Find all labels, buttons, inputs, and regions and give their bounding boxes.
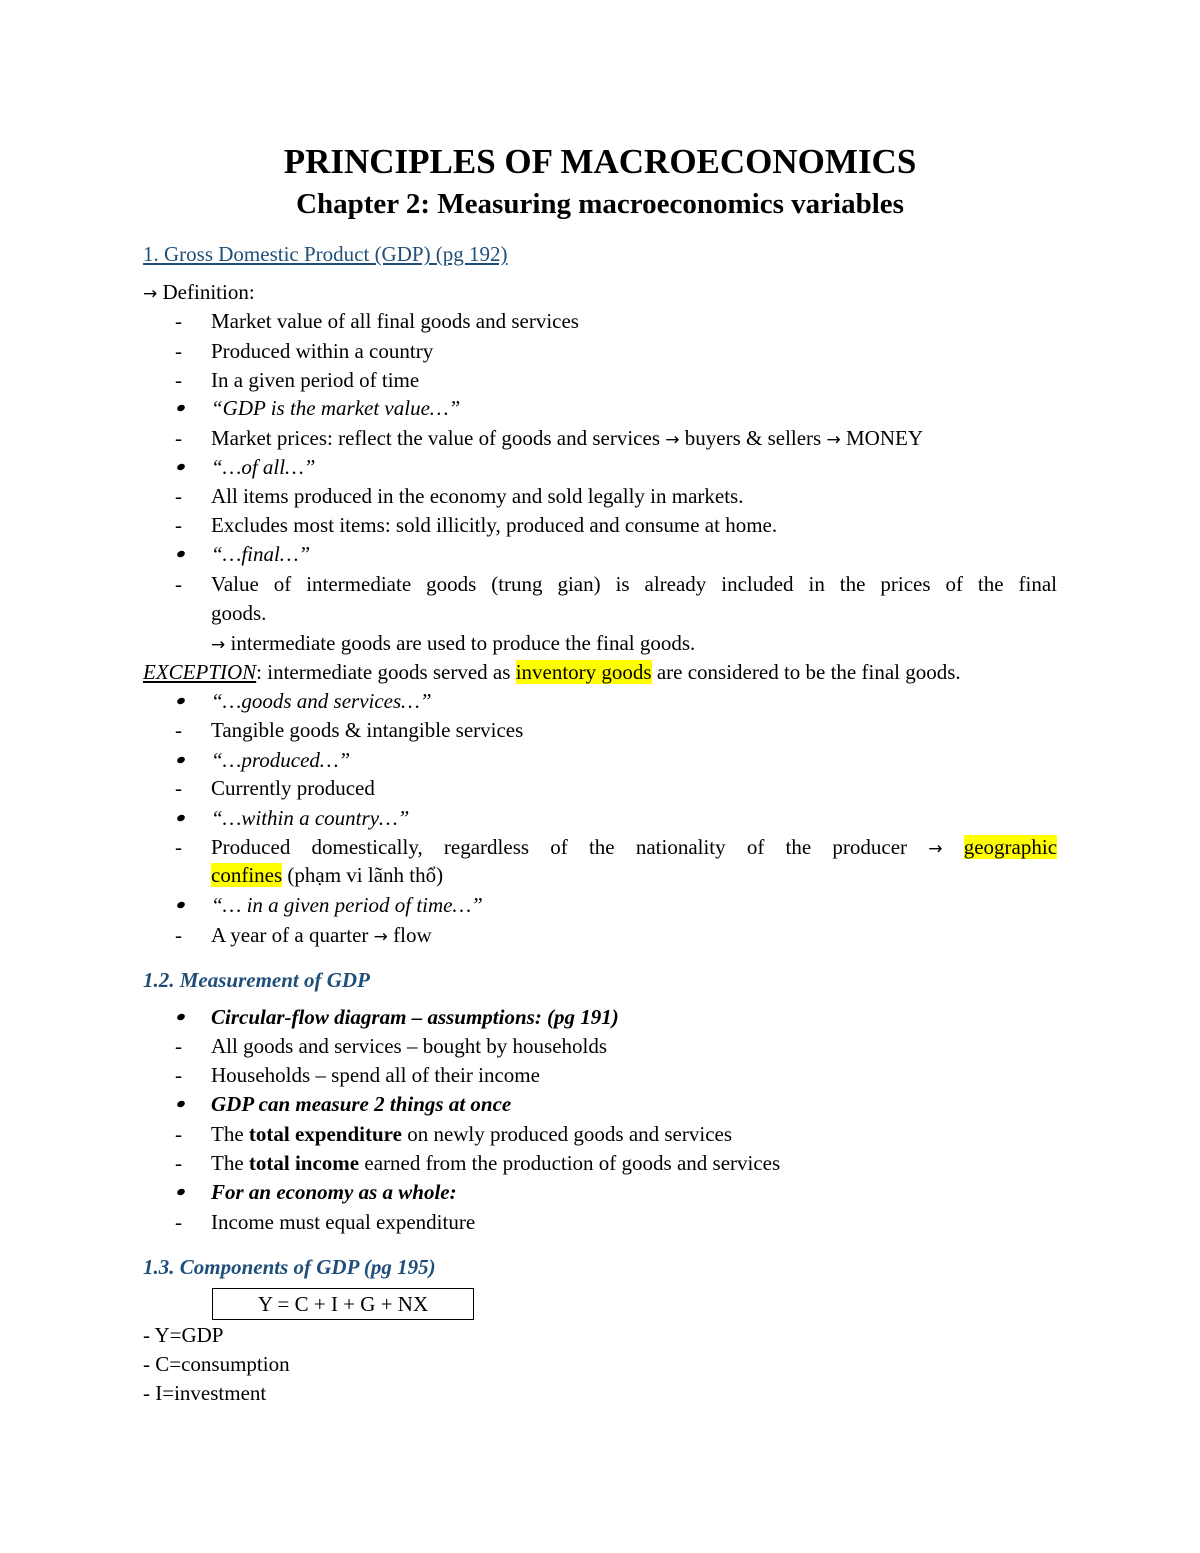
- list-item: [211, 833, 1057, 863]
- bullet-icon: [176, 901, 186, 910]
- bullet-icon: [176, 1013, 186, 1022]
- arrow-icon: →: [826, 430, 841, 450]
- exception-label: EXCEPTION: [143, 660, 257, 684]
- dash-marker: -: [175, 1210, 182, 1234]
- text-part: buyers & sellers: [679, 426, 827, 450]
- bullet-quote: “…within a country…”: [211, 806, 410, 830]
- bullet-icon: [176, 1100, 186, 1109]
- section-heading-gdp: 1. Gross Domestic Product (GDP) (pg 192): [143, 242, 508, 266]
- dash-marker: -: [175, 718, 182, 742]
- dash-marker: -: [175, 513, 182, 537]
- bullet-heading: Circular-flow diagram – assumptions: (pg 191): [211, 1005, 619, 1029]
- bullet-icon: [176, 814, 186, 823]
- bullet-quote: “…goods and services…”: [211, 689, 432, 713]
- list-item: All goods and services – bought by households: [211, 1034, 608, 1058]
- list-item: - C=consumption: [143, 1352, 290, 1376]
- arrow-icon: →: [928, 839, 943, 859]
- text-part: flow: [387, 923, 432, 947]
- bullet-quote: “GDP is the market value…”: [211, 396, 461, 420]
- text-part: Market prices: reflect the value of goods and services: [211, 426, 666, 450]
- dash-marker: -: [175, 572, 182, 596]
- dash-marker: -: [175, 1034, 182, 1058]
- bullet-quote: “…produced…”: [211, 748, 351, 772]
- text-part: (phạm vi lãnh thổ): [282, 863, 444, 887]
- exception-line: [143, 658, 961, 686]
- arrow-icon: →: [373, 927, 388, 947]
- bold-text: total income: [248, 1151, 360, 1175]
- text-part: Produced domestically, regardless of the nationality of the producer: [211, 835, 929, 859]
- list-item: [211, 424, 923, 454]
- dash-marker: -: [175, 339, 182, 363]
- dash-marker: -: [175, 776, 182, 800]
- text-part: The: [211, 1151, 249, 1175]
- chapter-subtitle: Chapter 2: Measuring macroeconomics variables: [296, 188, 904, 220]
- dash-marker: -: [175, 923, 182, 947]
- list-item: Produced within a country: [211, 339, 434, 363]
- text-part: : intermediate goods served as: [256, 660, 516, 684]
- arrow-icon: →: [143, 284, 158, 304]
- bullet-icon: [176, 463, 186, 472]
- document-title: PRINCIPLES OF MACROECONOMICS: [283, 142, 917, 181]
- section-heading-measurement: 1.2. Measurement of GDP: [143, 968, 370, 992]
- highlighted-text: geographic: [963, 835, 1058, 859]
- text-part: The: [211, 1122, 249, 1146]
- list-item: Households – spend all of their income: [211, 1063, 540, 1087]
- section-heading-components: 1.3. Components of GDP (pg 195): [143, 1255, 436, 1279]
- list-item: Value of intermediate goods (trung gian) is already included in the prices of the final: [211, 572, 1057, 596]
- arrow-icon: →: [665, 430, 680, 450]
- definition-label: Definition:: [162, 280, 255, 304]
- bullet-icon: [176, 756, 186, 765]
- list-item: Tangible goods & intangible services: [211, 718, 524, 742]
- arrow-icon: →: [211, 635, 226, 655]
- bold-text: total expenditure: [248, 1122, 402, 1146]
- bullet-quote: “…of all…”: [211, 455, 316, 479]
- bullet-quote: “…final…”: [211, 542, 311, 566]
- list-item: Excludes most items: sold illicitly, produced and consume at home.: [211, 513, 778, 537]
- text-part: are considered to be the final goods.: [651, 660, 961, 684]
- list-item: Income must equal expenditure: [211, 1210, 476, 1234]
- dash-marker: -: [175, 1063, 182, 1087]
- dash-marker: -: [175, 368, 182, 392]
- highlighted-text: inventory goods: [515, 660, 652, 684]
- bullet-icon: [176, 1188, 186, 1197]
- list-item: Currently produced: [211, 776, 375, 800]
- list-item-continuation: goods.: [211, 601, 267, 625]
- dash-marker: -: [175, 309, 182, 333]
- bullet-quote: “… in a given period of time…”: [211, 893, 483, 917]
- text-part: earned from the production of goods and services: [359, 1151, 781, 1175]
- list-item: - Y=GDP: [143, 1323, 224, 1347]
- bullet-heading: GDP can measure 2 things at once: [211, 1092, 512, 1116]
- bullet-icon: [176, 550, 186, 559]
- text-part: MONEY: [840, 426, 923, 450]
- list-item: Market value of all final goods and services: [211, 309, 579, 333]
- highlighted-text: confines: [211, 863, 283, 887]
- list-item: [211, 921, 432, 951]
- gdp-formula-box: Y = C + I + G + NX: [212, 1288, 474, 1320]
- list-item: [211, 1120, 732, 1148]
- text-part: intermediate goods are used to produce the final goods.: [230, 631, 696, 655]
- bullet-icon: [176, 404, 186, 413]
- list-item: - I=investment: [143, 1381, 267, 1405]
- list-item-continuation: [211, 861, 443, 889]
- dash-marker: -: [175, 1151, 182, 1175]
- text-part: on newly produced goods and services: [401, 1122, 733, 1146]
- dash-marker: -: [175, 1122, 182, 1146]
- dash-marker: -: [175, 835, 182, 859]
- list-item: [211, 1149, 780, 1177]
- arrow-note: [211, 629, 695, 659]
- list-item: In a given period of time: [211, 368, 420, 392]
- bullet-icon: [176, 697, 186, 706]
- bullet-heading: For an economy as a whole:: [211, 1180, 457, 1204]
- dash-marker: -: [175, 426, 182, 450]
- definition-line: [143, 278, 255, 308]
- list-item: All items produced in the economy and sold legally in markets.: [211, 484, 744, 508]
- dash-marker: -: [175, 484, 182, 508]
- text-part: A year of a quarter: [211, 923, 374, 947]
